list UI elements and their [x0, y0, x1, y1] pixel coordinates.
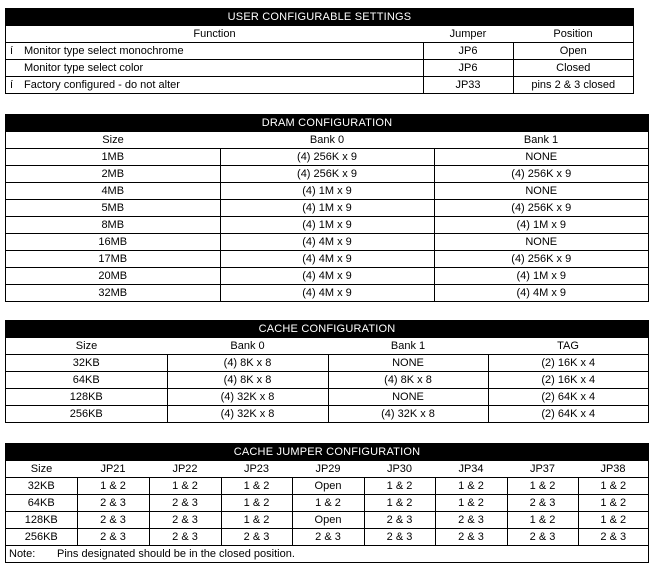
- value-cell: NONE: [328, 389, 488, 406]
- col-header-size: Size: [6, 132, 220, 149]
- col-header-size: Size: [6, 338, 167, 355]
- value-cell: 1 & 2: [221, 478, 292, 495]
- value-cell: (2) 64K x 4: [488, 389, 648, 406]
- table-row: [6, 389, 648, 406]
- table-row: [6, 372, 648, 389]
- table-row: [6, 268, 648, 285]
- dram-table: [5, 114, 649, 302]
- table-row: [6, 149, 648, 166]
- value-cell: 2 & 3: [292, 529, 364, 546]
- col-header-jumper: JP22: [149, 461, 221, 478]
- value-cell: 1 & 2: [435, 495, 507, 512]
- value-cell: (4) 8K x 8: [167, 355, 328, 372]
- value-cell: 1 & 2: [149, 478, 221, 495]
- size-cell: 2MB: [6, 166, 220, 183]
- size-cell: 32KB: [6, 478, 77, 495]
- table-row: [6, 217, 648, 234]
- value-cell: (4) 1M x 9: [434, 217, 648, 234]
- table-row: [6, 478, 648, 495]
- value-cell: 1 & 2: [578, 495, 648, 512]
- table-row: [6, 43, 633, 60]
- size-cell: 4MB: [6, 183, 220, 200]
- user-settings-table: [5, 8, 634, 94]
- value-cell: 2 & 3: [507, 529, 578, 546]
- value-cell: 2 & 3: [364, 512, 435, 529]
- value-cell: Open: [292, 478, 364, 495]
- jumper-cell: JP33: [423, 77, 513, 94]
- value-cell: 1 & 2: [221, 495, 292, 512]
- size-cell: 128KB: [6, 512, 77, 529]
- size-cell: 16MB: [6, 234, 220, 251]
- value-cell: 1 & 2: [364, 495, 435, 512]
- cache-jumper-title: CACHE JUMPER CONFIGURATION: [6, 444, 648, 461]
- table-row: [6, 77, 633, 94]
- position-cell: pins 2 & 3 closed: [513, 77, 633, 94]
- value-cell: 1 & 2: [77, 478, 149, 495]
- value-cell: (4) 32K x 8: [328, 406, 488, 423]
- size-cell: 128KB: [6, 389, 167, 406]
- col-header-jumper: JP23: [221, 461, 292, 478]
- value-cell: 1 & 2: [578, 512, 648, 529]
- value-cell: 1 & 2: [507, 512, 578, 529]
- value-cell: 2 & 3: [77, 512, 149, 529]
- position-cell: Open: [513, 43, 633, 60]
- size-cell: 8MB: [6, 217, 220, 234]
- value-cell: (2) 16K x 4: [488, 372, 648, 389]
- value-cell: NONE: [328, 355, 488, 372]
- jumper-cell: JP6: [423, 60, 513, 77]
- value-cell: NONE: [434, 183, 648, 200]
- value-cell: (4) 256K x 9: [220, 149, 434, 166]
- value-cell: (4) 4M x 9: [220, 268, 434, 285]
- table-row: [6, 234, 648, 251]
- table-row: [6, 285, 648, 302]
- col-header-bank1: Bank 1: [434, 132, 648, 149]
- col-header-bank0: Bank 0: [220, 132, 434, 149]
- function-cell: Monitor type select color: [24, 62, 144, 74]
- size-cell: 32KB: [6, 355, 167, 372]
- value-cell: (4) 256K x 9: [434, 166, 648, 183]
- value-cell: 1 & 2: [578, 478, 648, 495]
- table-row: [6, 495, 648, 512]
- value-cell: 2 & 3: [149, 495, 221, 512]
- value-cell: 2 & 3: [507, 495, 578, 512]
- value-cell: 2 & 3: [149, 512, 221, 529]
- row-mark: í: [10, 79, 14, 91]
- value-cell: 1 & 2: [435, 478, 507, 495]
- value-cell: 2 & 3: [435, 512, 507, 529]
- value-cell: NONE: [434, 234, 648, 251]
- table-row: [6, 529, 648, 546]
- value-cell: 2 & 3: [77, 529, 149, 546]
- size-cell: 1MB: [6, 149, 220, 166]
- table-row: [6, 512, 648, 529]
- value-cell: (4) 256K x 9: [434, 200, 648, 217]
- value-cell: (4) 4M x 9: [220, 285, 434, 302]
- col-header-jumper: JP37: [507, 461, 578, 478]
- value-cell: 2 & 3: [149, 529, 221, 546]
- size-cell: 5MB: [6, 200, 220, 217]
- size-cell: 17MB: [6, 251, 220, 268]
- value-cell: 2 & 3: [364, 529, 435, 546]
- col-header-size: Size: [6, 461, 77, 478]
- value-cell: (4) 8K x 8: [167, 372, 328, 389]
- note-text: Pins designated should be in the closed position.: [57, 548, 295, 560]
- table-row: [6, 251, 648, 268]
- note-row: [6, 546, 648, 563]
- value-cell: (4) 1M x 9: [434, 268, 648, 285]
- value-cell: 1 & 2: [221, 512, 292, 529]
- cache-jumper-table: [5, 443, 649, 563]
- value-cell: Open: [292, 512, 364, 529]
- value-cell: (4) 4M x 9: [220, 234, 434, 251]
- value-cell: (4) 1M x 9: [220, 183, 434, 200]
- col-header-jumper: JP38: [578, 461, 648, 478]
- col-header-function: Function: [6, 26, 423, 43]
- col-header-tag: TAG: [488, 338, 648, 355]
- value-cell: (4) 1M x 9: [220, 200, 434, 217]
- value-cell: (2) 16K x 4: [488, 355, 648, 372]
- row-mark: í: [10, 45, 14, 57]
- function-cell: Monitor type select monochrome: [24, 45, 184, 57]
- value-cell: (4) 4M x 9: [220, 251, 434, 268]
- value-cell: 2 & 3: [77, 495, 149, 512]
- jumper-cell: JP6: [423, 43, 513, 60]
- value-cell: (4) 4M x 9: [434, 285, 648, 302]
- col-header-jumper: JP29: [292, 461, 364, 478]
- user-settings-title: USER CONFIGURABLE SETTINGS: [6, 9, 633, 26]
- value-cell: (4) 32K x 8: [167, 389, 328, 406]
- value-cell: (4) 256K x 9: [220, 166, 434, 183]
- size-cell: 32MB: [6, 285, 220, 302]
- size-cell: 20MB: [6, 268, 220, 285]
- value-cell: (4) 8K x 8: [328, 372, 488, 389]
- dram-title: DRAM CONFIGURATION: [6, 115, 648, 132]
- table-row: [6, 60, 633, 77]
- value-cell: 2 & 3: [435, 529, 507, 546]
- size-cell: 64KB: [6, 495, 77, 512]
- value-cell: (2) 64K x 4: [488, 406, 648, 423]
- cache-table: [5, 320, 649, 423]
- col-header-jumper: JP30: [364, 461, 435, 478]
- value-cell: (4) 1M x 9: [220, 217, 434, 234]
- col-header-position: Position: [513, 26, 633, 43]
- col-header-jumper: JP21: [77, 461, 149, 478]
- note-label: Note:: [9, 548, 36, 560]
- value-cell: 1 & 2: [507, 478, 578, 495]
- size-cell: 64KB: [6, 372, 167, 389]
- table-row: [6, 183, 648, 200]
- value-cell: NONE: [434, 149, 648, 166]
- value-cell: 1 & 2: [292, 495, 364, 512]
- value-cell: 2 & 3: [221, 529, 292, 546]
- table-row: [6, 355, 648, 372]
- col-header-jumper: JP34: [435, 461, 507, 478]
- size-cell: 256KB: [6, 406, 167, 423]
- table-row: [6, 200, 648, 217]
- function-cell: Factory configured - do not alter: [24, 79, 180, 91]
- col-header-bank0: Bank 0: [167, 338, 328, 355]
- value-cell: (4) 32K x 8: [167, 406, 328, 423]
- cache-title: CACHE CONFIGURATION: [6, 321, 648, 338]
- value-cell: 1 & 2: [364, 478, 435, 495]
- table-row: [6, 166, 648, 183]
- table-row: [6, 406, 648, 423]
- value-cell: (4) 256K x 9: [434, 251, 648, 268]
- value-cell: 2 & 3: [578, 529, 648, 546]
- col-header-bank1: Bank 1: [328, 338, 488, 355]
- col-header-jumper: Jumper: [423, 26, 513, 43]
- position-cell: Closed: [513, 60, 633, 77]
- size-cell: 256KB: [6, 529, 77, 546]
